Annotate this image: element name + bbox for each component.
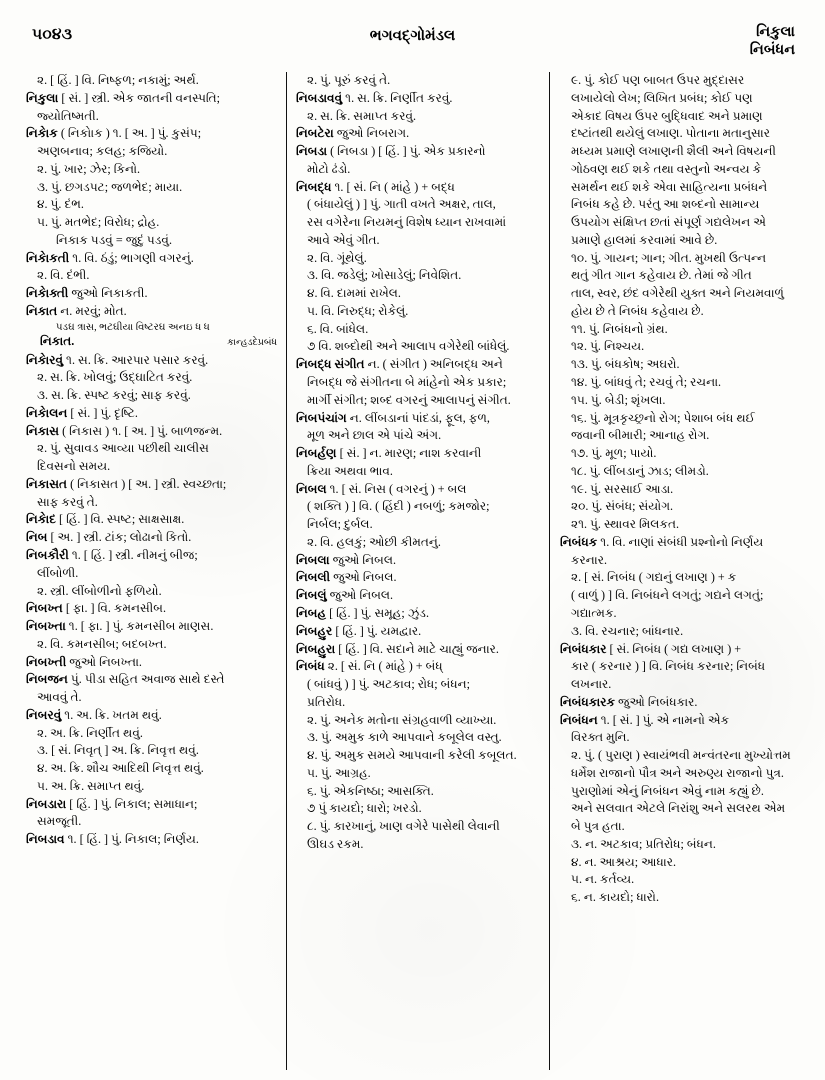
- dictionary-entry: [26, 405, 277, 421]
- entry-sense: ૩. વિ. જડેલું; ખોસાડેલું; નિવેશિત.: [306, 268, 462, 283]
- entry-definition: જુઓ નિબલ.: [329, 552, 397, 567]
- entry-continuation: આવે એવું ગીત.: [306, 232, 380, 247]
- entry-sense: ૩. સ. ક્રિ. સ્પષ્ટ કરવું; સાફ કરવું.: [37, 388, 191, 403]
- entry-sense: ૨. પું. અનેક મતોના સંગ્રહવાળી વ્યાખ્યા.: [306, 712, 497, 727]
- dictionary-entry: [26, 600, 277, 616]
- entry-sense: ૧૯. પું. સરસાઈ આડા.: [571, 481, 674, 496]
- entry-definition: ( નિકાસત ) [ અ. ] સ્ત્રી. સ્વચ્છતા;: [67, 476, 227, 491]
- entry-definition: ૧. [ હિં. ] પું. નિકાલ; નિર્ણય.: [64, 832, 199, 847]
- entry-headword: નિબટેરા: [295, 126, 334, 141]
- entry-sense: ૧૦. પું. ગાયન; ગાન; ગીત. મુખથી ઉત્પન્ન: [571, 250, 767, 265]
- entry-headword: નિકાત: [26, 303, 58, 318]
- text-column-1: [26, 72, 286, 1070]
- entry-continuation: ( વાળું ) ] વિ. નિબંધને લગતું; ગદ્યને લગતું;: [571, 588, 764, 603]
- entry-sense: ૭ પું કાયદો; ધારો; ખરડો.: [306, 801, 422, 816]
- entry-sense: ૯. પું. કોઈ પણ બાબત ઉપર મુદ્દાસર: [571, 73, 745, 87]
- dictionary-entry: [296, 125, 540, 141]
- entry-headword: નિબખ્ત: [26, 601, 63, 616]
- dictionary-entry: [26, 618, 277, 634]
- dictionary-entry: [26, 796, 277, 812]
- entry-sense: ૫. પું. મતભેદ; વિરોધ; દ્રોહ.: [37, 215, 160, 230]
- entry-continuation: અને સલવાત એટલે નિરાંશુ અને સલરથ એમ: [571, 801, 786, 816]
- dictionary-entry: [26, 511, 277, 527]
- entry-continuation: નિબદ્ધ જે સંગીતના બે માંહેનો એક પ્રકાર;: [306, 375, 507, 390]
- entry-definition: જુઓ નિબલ.: [326, 588, 394, 603]
- entry-headword: નિબખ્તા: [26, 619, 66, 634]
- entry-continuation: ( બાંધવું ) ] પું. અટકાવ; રોધ; બંધન;: [306, 677, 470, 692]
- entry-sense: ૮. પું. કારખાનું, ખાણ વગેરે પાસેથી લેવાની: [306, 819, 500, 834]
- entry-sense: ૨. વિ. દંભી.: [37, 268, 90, 283]
- running-head: [0, 26, 825, 72]
- entry-sense: ૩. વિ. રચનાર; બાંધનાર.: [571, 623, 684, 638]
- entry-headword: નિબંધ: [295, 659, 325, 674]
- entry-definition: ૧. [ હિં. ] સ્ત્રી. નીમનું બીજ;: [68, 547, 198, 562]
- entry-continuation: વિરક્ત મુનિ.: [571, 730, 630, 745]
- entry-continuation: તાલ, સ્વર, છંદ વગેરેથી યુક્ત અને નિયમવાળું: [571, 286, 784, 301]
- entry-sense: ૫. વિ. નિરુદ્ધ; રોકેલું.: [306, 303, 409, 318]
- entry-headword: નિકાસ: [26, 423, 60, 438]
- entry-sense: ૫. પું. આગ્રહ.: [306, 765, 371, 780]
- entry-definition: ન. ( સંગીત ) અનિબદ્ધ અને: [364, 357, 503, 372]
- dictionary-entry: [296, 587, 540, 603]
- entry-continuation: માર્ગી સંગીત; શબ્દ વગરનું આલાપનું સંગીત.: [306, 392, 511, 407]
- citation-source: કાન્હડદેપ્રબંધ: [227, 337, 277, 348]
- entry-headword: નિબડા: [295, 144, 328, 159]
- entry-headword: નિબદ્ધ: [295, 179, 332, 194]
- entry-continuation: ઉપયોગ સંક્ષિપ્ત છતાં સંપૂર્ણ ગદ્યલેખન એ: [571, 215, 767, 230]
- dictionary-entry: [26, 125, 277, 141]
- dictionary-entry: [296, 658, 540, 674]
- dictionary-entry: [296, 143, 540, 159]
- entry-sense: ૨. [ હિં. ] વિ. નિષ્ફળ; નકામું; અર્થ.: [37, 73, 199, 87]
- entry-continuation: ધર્મેશ રાજાનો પૌત્ર અને અરુણ્ય રાજાનો પુત્ર.: [571, 765, 784, 780]
- entry-continuation: જવાની બીમારી; આનાહ રોગ.: [571, 428, 710, 443]
- entry-definition: ૧. અ. ક્રિ. ખતમ થવું.: [61, 707, 162, 722]
- dictionary-entry: [296, 552, 540, 568]
- entry-headword: નિબંધકાર: [560, 641, 607, 656]
- entry-continuation: અણબનાવ; કલહ; કજિયો.: [37, 144, 168, 159]
- entry-sense: ૨૦. પું. સંબંધ; સંયોગ.: [571, 499, 674, 514]
- dictionary-entry: [560, 694, 807, 710]
- dictionary-entry: [26, 250, 277, 266]
- entry-sense: ૬. પું. એકનિષ્ઠા; આસક્તિ.: [306, 783, 434, 798]
- entry-headword: નિબકૌરી: [26, 547, 69, 562]
- entry-definition: જુઓ નિબંધકાર.: [615, 694, 698, 709]
- entry-definition: [ હિં. ] પું. સમૂહ; ઝુંડ.: [326, 605, 429, 620]
- entry-continuation: ગદ્યાત્મક.: [571, 605, 617, 620]
- entry-continuation: પુરાણોમાં એનું નિબંધન એવું નામ કહ્યું છે.: [571, 783, 764, 798]
- text-column-3: [550, 72, 807, 1070]
- entry-continuation: સમજૂતી.: [37, 814, 82, 829]
- entry-continuation: ઊઘડ રકમ.: [306, 836, 364, 851]
- entry-sense: ૨. વિ. ગૂંથેલું.: [306, 250, 367, 265]
- entry-definition: [ અ. ] સ્ત્રી. ટાંક; લોઢાનો કિતો.: [47, 530, 192, 545]
- entry-continuation: મોટો ઢંડો.: [306, 161, 351, 176]
- entry-definition: ન. લીંબડાનાં પાંદડાં, ફૂલ, ફળ,: [346, 410, 490, 425]
- entry-continuation: થતું ગીત ગાન કહેવાય છે. તેમાં જે ગીત: [571, 268, 752, 283]
- entry-definition: ૧. સ. ક્રિ. નિર્ણીત કરવું.: [342, 90, 453, 105]
- entry-continuation: રસ વગેરેના નિયમનું વિશેષ ધ્યાન રાખવામાં: [306, 215, 507, 230]
- entry-definition: [ હિં. ] પું. નિકાલ; સમાધાન;: [66, 796, 198, 811]
- entry-definition: [ ફા. ] વિ. કમનસીબ.: [62, 601, 166, 616]
- entry-headword: નિબર્હણ: [295, 446, 337, 461]
- entry-headword: નિબલી: [295, 570, 331, 585]
- entry-definition: [ સં. ] સ્ત્રી. એક જાતની વનસ્પતિ;: [58, 90, 221, 105]
- entry-definition: ૧. [ સં. નિ ( માંહે ) + બદ્ધ: [331, 179, 455, 194]
- dictionary-entry: [26, 90, 277, 106]
- entry-sense: ૪. પું. અમુક સમયે આપવાની કરેલી કબૂલત.: [306, 748, 517, 763]
- entry-definition: જુઓ નિબલ.: [330, 570, 397, 585]
- entry-definition: ૧. [ સં. નિસ ( વગરનું ) + બલ: [326, 481, 467, 496]
- entry-sense: ૪. ન. આશ્રય; આધાર.: [571, 854, 677, 869]
- dictionary-entry: [26, 547, 277, 563]
- entry-sense: ૪. વિ. દામમાં રાખેલ.: [306, 286, 401, 301]
- dictionary-entry: [26, 285, 277, 301]
- entry-headword: નિબલ: [295, 481, 327, 496]
- dictionary-entry: [26, 423, 277, 439]
- entry-headword: નિકાસત: [26, 476, 68, 491]
- dictionary-entry: [296, 356, 540, 372]
- entry-definition: ૧. [ સં. ] પું. એ નામનો એક: [597, 712, 730, 727]
- entry-sense: ૪. અ. ક્રિ. શૌચ આદિથી નિવૃત્ત થવું.: [37, 761, 204, 776]
- entry-definition: ( નિકોાક ) ૧. [ અ. ] પું. કુસંપ;: [57, 126, 202, 141]
- entry-continuation: આવવું તે.: [37, 690, 82, 705]
- entry-sense: ૧૫. પું. બેડી; શૃંખલા.: [571, 392, 666, 407]
- entry-sense: ૨. પું. સુવાવડ આવ્યા પછીથી ચાલીસ: [37, 441, 209, 456]
- entry-continuation: નિર્બલ; દુર્બલ.: [306, 517, 373, 532]
- entry-definition: ૨. [ સં. નિ ( માંહે ) + બંધ્: [324, 659, 443, 674]
- entry-headword: નિકેાક્તી: [26, 286, 69, 301]
- entry-headword: નિબદ્ધ સંગીત: [295, 357, 365, 372]
- entry-sense: ૬. વિ. બાંધેલ.: [306, 321, 369, 336]
- entry-sense: ૧૩. પું. બંધકોષ; અઘરો.: [571, 357, 680, 372]
- entry-continuation: મધ્યમ પ્રમાણે લખાણની શૈલી અને વિષયની: [571, 144, 776, 159]
- entry-sense: ૨. પું. પૂરું કરવું તે.: [306, 73, 391, 87]
- entry-continuation: ( શક્તિ ) ] વિ. ( હિંદી ) નબળું; કમજોર;: [306, 499, 490, 514]
- entry-continuation: લીંબોળી.: [37, 565, 79, 580]
- entry-definition: ન. મરવું; મોત.: [57, 303, 127, 318]
- citation-quote-end: [26, 334, 277, 350]
- entry-sense: ૧૨. પું. નિશ્ચય.: [571, 339, 645, 354]
- dictionary-entry: [560, 534, 807, 550]
- entry-continuation: સમર્થન થઈ શકે એવા સાહિત્યના પ્રબંધને: [571, 179, 768, 194]
- entry-headword: નિકુલા: [26, 90, 59, 105]
- entry-headword: નિબપંચાંગ: [295, 410, 347, 425]
- entry-continuation: કરનાર.: [571, 552, 608, 567]
- text-column-2: [287, 72, 549, 1070]
- entry-definition: [ સં. નિબંધ ( ગદ્ય લખાણ ) +: [606, 641, 742, 656]
- entry-sense: ૩. પું. છગડપટ; જળભેદ; માયા.: [37, 179, 183, 194]
- entry-continuation: બે પુત્ર હતા.: [571, 819, 625, 834]
- entry-definition: ( નિકાસ ) ૧. [ અ. ] પું. બાળજન્મ.: [59, 423, 223, 438]
- entry-definition: [ સં. ] પું. દૃષ્ટિ.: [67, 405, 138, 420]
- citation-quote: પડઘ ત્રાસ, ભટઘીયા વિષ્ટરઘ અનઇ ધ ધ: [56, 321, 210, 333]
- entry-headword: નિબંધક: [560, 534, 598, 549]
- entry-headword: નિકેાક: [26, 126, 58, 141]
- entry-sense: ૧૮. પું. લીંબડાનું ઝાડ; લીમડો.: [571, 463, 709, 478]
- entry-sense: ૨. [ સં. નિબંધ ( ગદ્યનું લખાણ ) + ક: [571, 570, 737, 585]
- entry-continuation: સાફ કરવું તે.: [37, 494, 98, 509]
- entry-continuation: પ્રમાણે હાલમાં કરવામાં આવે છે.: [571, 232, 718, 247]
- entry-sense: ૨. વિ. કમનસીબ; બદબખ્ત.: [37, 636, 167, 651]
- entry-sense: ૩. [ સં. નિવૃત્ ] અ. ક્રિ. નિવૃત્ત થવું.: [37, 743, 199, 758]
- entry-headword: નિબંધકારક: [560, 694, 616, 709]
- guide-words: [750, 24, 795, 59]
- page-folio-number: ૫૦૪૩: [32, 26, 73, 43]
- entry-continuation: પ્રતિરોધ.: [306, 694, 346, 709]
- dictionary-entry: [296, 623, 540, 639]
- dictionary-entry: [296, 481, 540, 497]
- entry-sense: ૭ વિ. શબ્દોથી અને આલાપ વગેરેથી બાંધેલું.: [306, 339, 510, 354]
- entry-sense: ૩. પું. અમુક કાળે આપવાને કબૂલેલ વસ્તુ.: [306, 730, 502, 745]
- entry-headword: નિબરવું: [26, 707, 62, 722]
- entry-sense: ૨. પું. ખાર; ઝેર; કિનો.: [37, 161, 141, 176]
- dictionary-entry: [26, 352, 277, 368]
- dictionary-entry: [560, 641, 807, 657]
- entry-sense: ૨. વિ. હલકું; ઓછી કીમતનું.: [306, 534, 441, 549]
- page-columns: [26, 72, 807, 1070]
- entry-headword: નિકેાદ: [26, 512, 57, 527]
- entry-definition: [ હિં. ] વિ. સ્પષ્ટ; સાક્ષસાક્ષ.: [56, 512, 185, 527]
- entry-continuation: ક્રિયા અથવા ભાવ.: [306, 463, 393, 478]
- entry-sense: ૨. પું. ( પુરાણ ) સ્વાયંભવી મન્વંતરના મુખ્યોત્તમ: [571, 748, 791, 763]
- dictionary-entry: [296, 605, 540, 621]
- entry-definition: ૧. [ ફા. ] પું. કમનસીબ માણસ.: [65, 619, 214, 634]
- dictionary-entry: [296, 90, 540, 106]
- dictionary-entry: [560, 712, 807, 728]
- entry-continuation: લખનાર.: [571, 677, 612, 692]
- dictionary-entry: [26, 303, 277, 319]
- entry-sense: ૨. સ. ક્રિ. ખોલવું; ઉદ્ઘાટિત કરવું.: [37, 370, 193, 385]
- entry-sense: ૨૧. પું. સ્થાવર મિલકત.: [571, 517, 679, 532]
- entry-sense: ૫. ન. કર્તવ્ય.: [571, 872, 635, 887]
- dictionary-entry: [26, 654, 277, 670]
- entry-definition: [ હિં. ] પું. યમદ્વાર.: [332, 623, 422, 638]
- entry-definition: ૧. વિ. ઠંડું; ભાગણી વગરનું.: [69, 250, 194, 265]
- dictionary-entry: [296, 641, 540, 657]
- dictionary-entry: [26, 476, 277, 492]
- entry-continuation: દિવસનો સમય.: [37, 459, 111, 474]
- entry-headword: નિબંધન: [560, 712, 598, 727]
- guide-word-last: નિબંધન: [749, 41, 795, 58]
- book-title: ભગવદ્ગોમંડલ: [369, 28, 456, 44]
- entry-headword: નિબહુર: [295, 623, 333, 638]
- entry-continuation: મૂળ અને છાલ એ પાંચે અંગ.: [306, 428, 442, 443]
- entry-continuation: ( બંધાયેલું ) ] પું. ગાતી વખતે અક્ષર, તાલ,: [306, 197, 496, 212]
- entry-sense: ૩. ન. અટકાવ; પ્રતિરોધ; બંધન.: [571, 836, 716, 851]
- entry-definition: [ હિં. ] વિ. સદાને માટે ચાહ્યું જનાર.: [335, 641, 499, 656]
- entry-headword: નિબખ્તી: [26, 654, 67, 669]
- entry-headword: નિબહ: [295, 605, 327, 620]
- entry-sense: ૪. પું. દંભ.: [37, 197, 84, 212]
- entry-sense: ૧૧. પું. નિબંધનો ગ્રંથ.: [571, 321, 668, 336]
- dictionary-entry: [296, 445, 540, 461]
- entry-sense: ૨. સ્ત્રી. લીંબોળીનો ફળિયો.: [37, 583, 162, 598]
- dictionary-entry: [296, 410, 540, 426]
- entry-continuation: કાર ( કરનાર ) ] વિ. નિબંધ કરનાર; નિબંધ: [571, 659, 766, 674]
- entry-sense: ૧૪. પું. બાંધવું તે; રચવું તે; રચના.: [571, 375, 722, 390]
- dictionary-entry: [296, 179, 540, 195]
- entry-headword: નિબ: [26, 530, 48, 545]
- entry-headword: નિકેારવું: [26, 352, 64, 367]
- entry-headword: નિકેાકતી: [26, 250, 70, 265]
- entry-idiom: નિકાક પડવું = જુદું પડવું.: [56, 232, 172, 247]
- entry-headword: નિબલું: [295, 588, 327, 603]
- dictionary-entry: [26, 831, 277, 847]
- entry-continuation: જ્યોતિષ્મતી.: [37, 108, 99, 123]
- entry-continuation: નિબંધ કહે છે. પરંતુ આ શબ્દનો સામાન્ય: [571, 197, 760, 212]
- entry-headword: નિબડારા: [26, 796, 67, 811]
- dictionary-entry: [296, 569, 540, 585]
- entry-definition: ૧. સ. ક્રિ. આરપાર પસાર કરવું.: [63, 352, 209, 367]
- entry-sense: ૧૭. પું. મૂળ; પાયો.: [571, 446, 657, 461]
- entry-headword: નિબડાવવું: [295, 90, 343, 105]
- entry-continuation: હોય છે તે નિબંધ કહેવાય છે.: [571, 303, 704, 318]
- entry-continuation: ગોઠવણ થઈ શકે તથા વસ્તુનો અન્વય કે: [571, 161, 762, 176]
- entry-headword: નિકેાલન: [26, 405, 68, 420]
- entry-sense: ૫. અ. ક્રિ. સમાપ્ત થવું.: [37, 778, 145, 793]
- entry-continuation: દષ્ટાંતથી થયેલું લખાણ. પોતાના મતાનુસાર: [571, 126, 771, 141]
- quote-headword: નિકાત.: [40, 333, 75, 348]
- guide-word-first: નિકુલા: [756, 24, 795, 40]
- entry-definition: પું. પીડા સહિત અવાજ સાથે દસ્તે: [67, 672, 225, 687]
- entry-sense: ૧૬. પું. મૂત્રકૃચ્છ્રનો રોગ; પેશાબ બંધ થઈ: [571, 410, 756, 425]
- entry-sense: ૬. ન. કાયદો; ધારો.: [571, 890, 659, 905]
- entry-definition: જુઓ નિબખ્તા.: [66, 654, 142, 669]
- entry-headword: નિબજન: [26, 672, 68, 687]
- dictionary-entry: [26, 707, 277, 723]
- entry-sense: ૨. અ. ક્રિ. નિર્ણીત થવું.: [37, 725, 143, 740]
- entry-headword: નિબહુરા: [295, 641, 336, 656]
- entry-definition: જુઓ નિકાકતી.: [68, 286, 148, 301]
- dictionary-entry: [26, 671, 277, 687]
- entry-definition: ૧. વિ. નાણાં સંબંધી પ્રશ્નોનો નિર્ણય: [597, 534, 764, 549]
- entry-definition: ( નિબડા ) [ હિં. ] પું. એક પ્રકારનો: [327, 144, 486, 159]
- entry-continuation: એકાદ વિષય ઉપર બુદ્ધિવાદ અને પ્રમાણ: [571, 108, 763, 123]
- entry-definition: [ સં. ] ન. મારણ; નાશ કરવાની: [336, 446, 482, 461]
- dictionary-entry: [26, 529, 277, 545]
- entry-headword: નિબલા: [295, 552, 330, 567]
- entry-sense: ૨. સ. ક્રિ. સમાપ્ત કરવું.: [306, 108, 417, 123]
- entry-headword: નિબડાવ: [26, 832, 65, 847]
- entry-continuation: લખાયેલો લેખ; લિખિત પ્રબંધ; કોઈ પણ: [571, 90, 753, 105]
- entry-definition: જુઓ નિબરાગ.: [333, 126, 410, 141]
